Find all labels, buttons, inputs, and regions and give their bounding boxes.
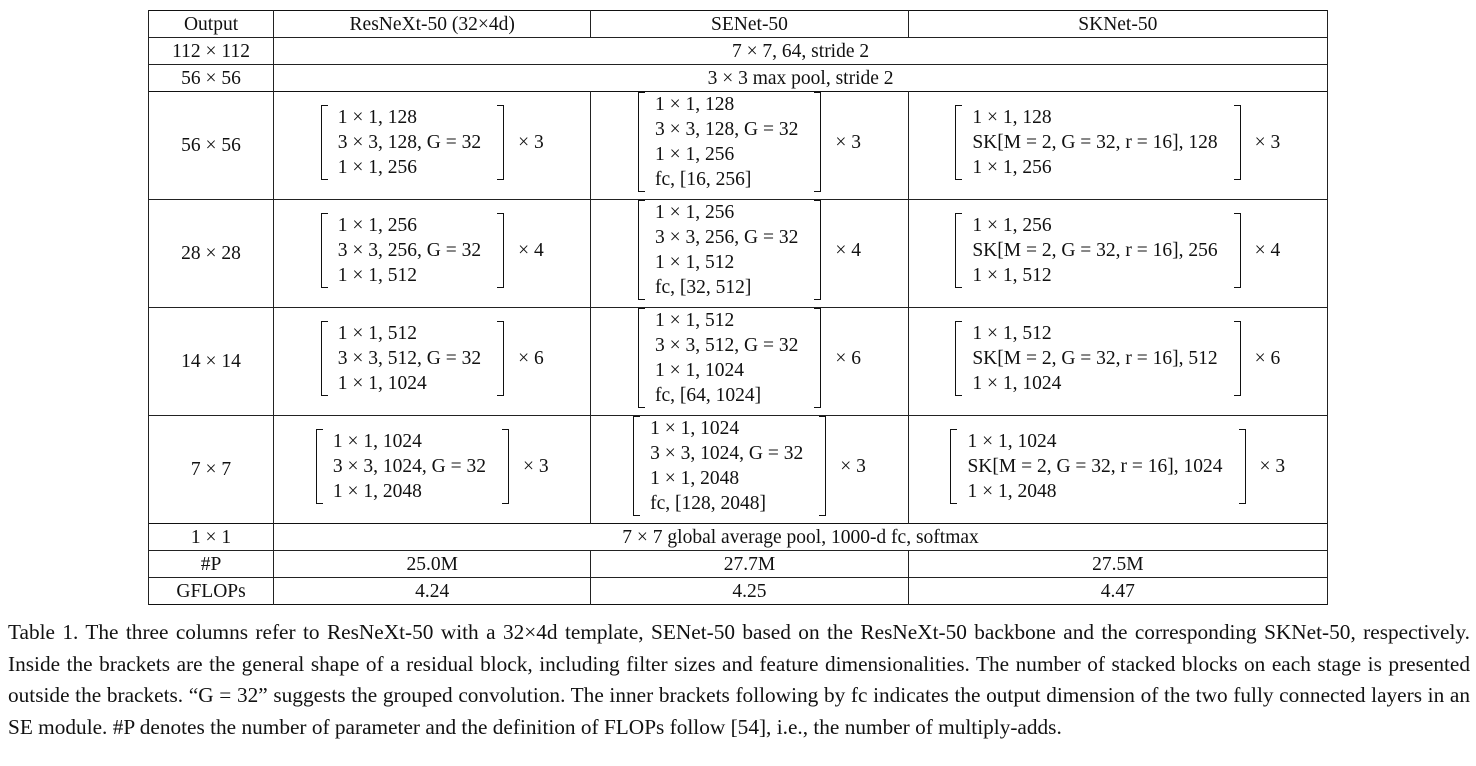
layer-spec: 1 × 1, 1024 [650,418,740,439]
params-value: 27.7M [591,551,908,578]
repeat-count: × 3 [518,131,544,153]
left-bracket [638,92,645,192]
left-bracket [316,429,323,504]
block-layers [957,429,1238,504]
layer-spec: 1 × 1, 256 [655,144,735,165]
block-layers [645,308,814,408]
layer-spec: 1 × 1, 512 [337,322,417,344]
layer-spec: 3 × 3, 256, G = 32 [337,239,482,261]
sknet-block [908,92,1327,200]
layer-spec: 1 × 1, 2048 [332,480,422,502]
right-bracket [502,429,509,504]
sknet-block [908,416,1327,524]
right-bracket [497,321,504,396]
layer-spec: fc, [16, 256] [655,169,752,190]
bracket-group [950,429,1285,504]
layer-spec: 3 × 3, 128, G = 32 [337,131,482,153]
layer-spec: 1 × 1, 512 [655,252,735,273]
params-row [149,551,1328,578]
header-row [149,11,1328,38]
bracket-group [638,92,861,192]
output-size: 1 × 1 [149,524,274,551]
bracket-group [955,213,1280,288]
repeat-count: × 4 [1254,239,1281,261]
repeat-count: × 3 [1259,455,1286,477]
layer-spec: 1 × 1, 128 [655,94,735,115]
layer-spec: 1 × 1, 256 [972,156,1052,178]
repeat-count: × 6 [518,347,544,369]
output-size: 28 × 28 [149,200,274,308]
bracket-group [638,308,861,408]
output-size: 56 × 56 [149,65,274,92]
layer-spec: 3 × 3, 1024, G = 32 [650,443,804,464]
layer-spec: 1 × 1, 512 [972,264,1052,286]
layer-spec: 1 × 1, 1024 [972,372,1062,394]
output-size: 7 × 7 [149,416,274,524]
repeat-count: × 3 [522,455,549,477]
layer-spec: fc, [32, 512] [655,277,752,298]
bracket-group [316,429,549,504]
header-senet: SENet-50 [591,11,908,38]
shared-layer: 7 × 7 global average pool, 1000-d fc, softmax [274,524,1328,551]
bracket-group [321,321,544,396]
repeat-count: × 3 [835,131,861,153]
bracket-group [321,105,544,180]
senet-block [591,416,908,524]
right-bracket [1234,321,1241,396]
left-bracket [950,429,957,504]
output-size: 112 × 112 [149,38,274,65]
layer-spec: 1 × 1, 512 [337,264,417,286]
block-layers [962,321,1233,396]
table-row [149,38,1328,65]
left-bracket [955,105,962,180]
header-resnext: ResNeXt-50 (32×4d) [274,11,591,38]
block-layers [640,416,819,516]
layer-spec: 1 × 1, 512 [655,310,735,331]
block-layers [645,92,814,192]
resnext-block [274,416,591,524]
right-bracket [819,416,826,516]
layer-spec: 3 × 3, 128, G = 32 [655,119,799,140]
stage-row [149,92,1328,200]
bracket-group [955,105,1280,180]
left-bracket [638,200,645,300]
repeat-count: × 3 [840,455,866,477]
resnext-block [274,200,591,308]
resnext-block [274,308,591,416]
params-value: 25.0M [274,551,591,578]
layer-spec: 1 × 1, 1024 [332,430,422,452]
layer-spec: 3 × 3, 512, G = 32 [655,335,799,356]
flops-value: 4.47 [908,578,1327,605]
output-size: 56 × 56 [149,92,274,200]
sknet-block [908,200,1327,308]
layer-spec: 1 × 1, 512 [972,322,1052,344]
shared-layer: 3 × 3 max pool, stride 2 [274,65,1328,92]
block-layers [323,429,502,504]
right-bracket [814,92,821,192]
left-bracket [321,105,328,180]
table-row [149,524,1328,551]
repeat-count: × 3 [1254,131,1281,153]
header-output: Output [149,11,274,38]
block-layers [328,321,497,396]
flops-value: 4.25 [591,578,908,605]
header-sknet: SKNet-50 [908,11,1327,38]
block-layers [328,213,497,288]
layer-spec: 1 × 1, 256 [337,156,417,178]
layer-spec: SK[M = 2, G = 32, r = 16], 512 [972,347,1218,369]
layer-spec: SK[M = 2, G = 32, r = 16], 128 [972,131,1218,153]
right-bracket [814,308,821,408]
right-bracket [1239,429,1246,504]
stage-row [149,416,1328,524]
sknet-block [908,308,1327,416]
layer-spec: 1 × 1, 128 [972,106,1052,128]
stage-row [149,200,1328,308]
layer-spec: 1 × 1, 2048 [967,480,1057,502]
layer-spec: fc, [64, 1024] [655,385,762,406]
layer-spec: 3 × 3, 256, G = 32 [655,227,799,248]
bracket-group [955,321,1280,396]
output-size: 14 × 14 [149,308,274,416]
table-row [149,65,1328,92]
layer-spec: 1 × 1, 256 [337,214,417,236]
layer-spec: 1 × 1, 2048 [650,468,740,489]
layer-spec: 3 × 3, 1024, G = 32 [332,455,486,477]
right-bracket [1234,105,1241,180]
flops-value: 4.24 [274,578,591,605]
shared-layer: 7 × 7, 64, stride 2 [274,38,1328,65]
bracket-group [638,200,861,300]
left-bracket [321,321,328,396]
layer-spec: SK[M = 2, G = 32, r = 16], 1024 [967,455,1223,477]
senet-block [591,200,908,308]
right-bracket [814,200,821,300]
params-label: #P [149,551,274,578]
layer-spec: SK[M = 2, G = 32, r = 16], 256 [972,239,1218,261]
flops-label: GFLOPs [149,578,274,605]
stage-row [149,308,1328,416]
block-layers [962,105,1233,180]
senet-block [591,92,908,200]
left-bracket [633,416,640,516]
layer-spec: 1 × 1, 1024 [967,430,1057,452]
block-layers [328,105,497,180]
layer-spec: 1 × 1, 128 [337,106,417,128]
senet-block [591,308,908,416]
bracket-group [633,416,866,516]
block-layers [962,213,1233,288]
architecture-table [148,10,1328,605]
repeat-count: × 4 [518,239,544,261]
layer-spec: 3 × 3, 512, G = 32 [337,347,482,369]
flops-row [149,578,1328,605]
right-bracket [497,213,504,288]
right-bracket [1234,213,1241,288]
resnext-block [274,92,591,200]
table-caption: Table 1. The three columns refer to ResNeXt-50 with a 32×4d template, SENet-50 based on the ResNeXt-50 backbone and the corresponding SKNet-50, respectively. Inside the brackets are the general shape of a residual block, including filter sizes and feature dimensionalities. The number of stacked blocks on each stage is presented outside the brackets. “G = 32” suggests the grouped convolution. The inner brackets following by fc indicates the output dimension of the two fully connected layers in an SE module. #P denotes the number of parameter and the definition of FLOPs follow [54], i.e., the number of multiply-adds. [8,620,1470,739]
repeat-count: × 6 [835,347,861,369]
left-bracket [638,308,645,408]
repeat-count: × 4 [835,239,861,261]
block-layers [645,200,814,300]
layer-spec: fc, [128, 2048] [650,493,767,514]
repeat-count: × 6 [1254,347,1281,369]
layer-spec: 1 × 1, 256 [972,214,1052,236]
left-bracket [321,213,328,288]
layer-spec: 1 × 1, 256 [655,202,735,223]
left-bracket [955,213,962,288]
left-bracket [955,321,962,396]
layer-spec: 1 × 1, 1024 [655,360,745,381]
bracket-group [321,213,544,288]
params-value: 27.5M [908,551,1327,578]
right-bracket [497,105,504,180]
layer-spec: 1 × 1, 1024 [337,372,427,394]
